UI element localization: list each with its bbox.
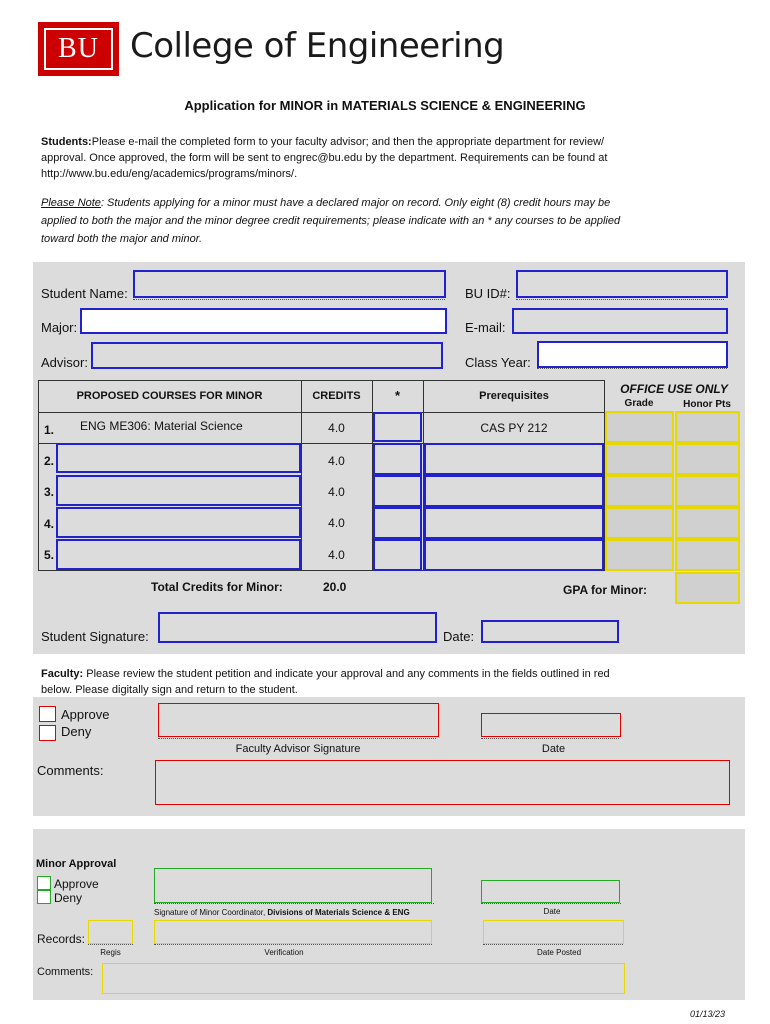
row-number: 1. [44, 423, 55, 437]
students-text-1: Please e-mail the completed form to your faculty advisor; and then the appropriate department for review/ [91, 136, 605, 148]
prereq-field[interactable] [424, 443, 604, 475]
minor-approve-label: Approve [54, 877, 99, 891]
coordinator-caption-b: Divisions of Materials Science & ENG [267, 908, 410, 917]
star-field[interactable] [373, 539, 422, 571]
grade-field[interactable] [605, 507, 674, 539]
col-courses-header: PROPOSED COURSES FOR MINOR [76, 390, 263, 402]
prereq-field[interactable] [424, 475, 604, 507]
deny-checkbox[interactable] [39, 725, 56, 741]
bu-logo [38, 22, 119, 76]
grade-field[interactable] [605, 411, 674, 443]
star-field[interactable] [373, 507, 422, 539]
students-text-3: http://www.bu.edu/eng/academics/programs/minors/. [41, 168, 298, 180]
office-use-header: OFFICE USE ONLY [620, 382, 728, 396]
major-label: Major: [41, 320, 78, 335]
faculty-signature-caption: Faculty Advisor Signature [235, 743, 361, 755]
gpa-label: GPA for Minor: [563, 583, 647, 597]
course-field[interactable] [56, 539, 301, 570]
col-star-header: * [394, 388, 401, 403]
students-label: Students: [41, 136, 92, 148]
class-year-field[interactable] [537, 341, 728, 368]
minor-approve-checkbox[interactable] [37, 876, 51, 890]
advisor-label: Advisor: [41, 355, 88, 370]
minor-date-field[interactable] [481, 880, 620, 903]
course-field[interactable] [56, 475, 301, 506]
course-credits: 4.0 [328, 516, 345, 530]
students-instructions [41, 134, 731, 182]
coordinator-signature-underline [154, 903, 434, 904]
honor-pts-field[interactable] [675, 443, 740, 475]
row-number: 2. [44, 454, 55, 468]
row-number: 5. [44, 548, 55, 562]
minor-comments-label: Comments: [37, 966, 94, 978]
bu-logo-text: BU [44, 28, 113, 70]
minor-deny-checkbox[interactable] [37, 890, 51, 904]
faculty-comments-label: Comments: [37, 763, 104, 778]
course-credits: 4.0 [328, 454, 345, 468]
grade-field[interactable] [605, 539, 674, 571]
star-field[interactable] [373, 443, 422, 475]
email-field[interactable] [512, 308, 728, 334]
col-credits-header: CREDITS [312, 390, 361, 402]
faculty-instructions [41, 666, 741, 698]
faculty-signature-field[interactable] [158, 703, 439, 737]
col-prereq-header: Prerequisites [479, 390, 549, 402]
course-name: ENG ME306: Material Science [80, 419, 243, 433]
note-text-3: toward both the major and minor. [41, 233, 203, 245]
col-honor-header: Honor Pts [683, 399, 731, 410]
prereq-value: CAS PY 212 [480, 421, 548, 435]
minor-date-caption: Date [543, 907, 561, 916]
buid-underline [516, 299, 724, 300]
major-field[interactable] [80, 308, 447, 334]
note-text-1: : Students applying for a minor must have a declared major on record. Only eight (8) credit hours may be [100, 197, 611, 209]
coordinator-signature-field[interactable] [154, 868, 432, 903]
faculty-comments-field[interactable] [155, 760, 730, 805]
approve-checkbox[interactable] [39, 706, 56, 722]
coordinator-signature-caption [154, 908, 410, 917]
student-signature-field[interactable] [158, 612, 437, 643]
faculty-signature-underline [158, 738, 436, 739]
student-date-label: Date: [443, 629, 475, 644]
regis-field[interactable] [88, 920, 133, 944]
star-field[interactable] [373, 412, 422, 442]
course-field[interactable] [56, 507, 301, 538]
form-title: Application for MINOR in MATERIALS SCIENCE & ENGINEERING [184, 98, 586, 113]
class-year-label: Class Year: [465, 355, 531, 370]
minor-comments-field[interactable] [102, 963, 625, 994]
note-text-2: applied to both the major and the minor degree credit requirements; please indicate with an * any courses to be applied [41, 215, 621, 227]
faculty-date-field[interactable] [481, 713, 621, 737]
class-year-underline [537, 368, 727, 369]
gpa-field[interactable] [675, 572, 740, 604]
table-header-divider [38, 412, 605, 413]
table-col-divider [301, 380, 302, 571]
course-credits: 4.0 [328, 421, 345, 435]
approve-label: Approve [61, 707, 110, 722]
regis-caption: Regis [100, 948, 121, 957]
minor-approval-title: Minor Approval [36, 858, 117, 870]
faculty-date-underline [481, 738, 619, 739]
coordinator-caption-a: Signature of Minor Coordinator, [154, 908, 268, 917]
student-name-field[interactable] [133, 270, 446, 298]
honor-pts-field[interactable] [675, 411, 740, 443]
college-name: College of Engineering [130, 26, 505, 66]
faculty-text-2: below. Please digitally sign and return to the student. [41, 684, 298, 696]
date-posted-underline [483, 944, 623, 945]
student-signature-label: Student Signature: [41, 629, 149, 644]
deny-label: Deny [61, 724, 92, 739]
date-posted-field[interactable] [483, 920, 624, 944]
email-label: E-mail: [465, 320, 506, 335]
verification-field[interactable] [154, 920, 432, 944]
col-grade-header: Grade [624, 398, 654, 409]
verification-caption: Verification [264, 948, 304, 957]
advisor-field[interactable] [91, 342, 443, 369]
form-version: 01/13/23 [690, 1009, 726, 1019]
regis-underline [88, 944, 133, 945]
honor-pts-field[interactable] [675, 475, 740, 507]
course-credits: 4.0 [328, 548, 345, 562]
total-credits-label: Total Credits for Minor: [151, 580, 283, 594]
buid-label: BU ID#: [465, 286, 511, 301]
student-name-underline [133, 299, 445, 300]
students-text-2: approval. Once approved, the form will be sent to engrec@bu.edu by the department. Requirements can be found at [41, 152, 608, 164]
course-credits: 4.0 [328, 485, 345, 499]
grade-field[interactable] [605, 475, 674, 507]
date-posted-caption: Date Posted [536, 948, 582, 957]
please-note [41, 194, 731, 248]
minor-date-underline [481, 903, 621, 904]
honor-pts-field[interactable] [675, 507, 740, 539]
faculty-text-1: Please review the student petition and indicate your approval and any comments in the fields outlined in red [86, 668, 610, 680]
row-number: 4. [44, 517, 55, 531]
faculty-label: Faculty: [41, 668, 84, 680]
buid-field[interactable] [516, 270, 728, 298]
total-credits-value: 20.0 [323, 580, 347, 594]
course-field[interactable] [56, 443, 301, 473]
grade-field[interactable] [605, 443, 674, 475]
verification-underline [154, 944, 432, 945]
student-name-label: Student Name: [41, 286, 128, 301]
star-field[interactable] [373, 475, 422, 507]
prereq-field[interactable] [424, 539, 604, 571]
student-date-field[interactable] [481, 620, 619, 643]
records-label: Records: [37, 932, 86, 946]
note-label: Please Note [41, 197, 101, 209]
minor-deny-label: Deny [54, 891, 83, 905]
honor-pts-field[interactable] [675, 539, 740, 571]
faculty-date-caption: Date [541, 743, 566, 755]
row-number: 3. [44, 485, 55, 499]
prereq-field[interactable] [424, 507, 604, 539]
